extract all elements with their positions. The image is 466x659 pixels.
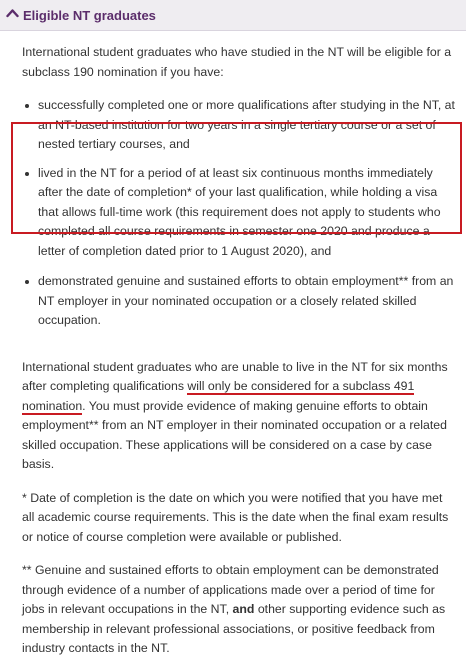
accordion-title: Eligible NT graduates: [23, 8, 156, 23]
intro-paragraph: International student graduates who have studied in the NT will be eligible for a subclass 190 nomination if you have:: [22, 45, 452, 79]
unable-to-live-paragraph: International student graduates who are unable to live in the NT for six months after completing qualifications will only be considered for a subclass 491 nomination. You must provide evidence of making genuine efforts to obtain employment** from an NT employer in their nominated occupation or a related skilled occupation. These applications will be considered on a case by case basis.: [22, 359, 448, 471]
completion-footnote: * Date of completion is the date on which you were notified that you have met all academic course requirements. This is the date when the final exam results or notice of course completion were available or published.: [22, 490, 449, 544]
accordion-content: [22, 43, 458, 659]
highlighted-phrase: will only be considered for a subclass 491 nomination: [22, 379, 415, 413]
criteria-item-qualification: successfully completed one or more qualifications after studying in the NT, at an NT-based institution for two years in a single tertiary course or a set of nested tertiary courses, and: [22, 96, 458, 155]
criteria-item-residence: lived in the NT for a period of at least six continuous months immediately after the date of completion* of your last qualification, while holding a visa that allows full-time work (this requirement does not apply to students who completed all course requirements in semester one 2020 and produce a letter of completion dated prior to 1 August 2020), and: [22, 164, 458, 262]
accordion-header[interactable]: [0, 0, 466, 31]
employment-footnote: ** Genuine and sustained efforts to obtain employment can be demonstrated through evidence of a number of applications made over a period of time for jobs in relevant occupations in the NT, and other supporting evidence such as membership in relevant professional associations, or positive feedback from industry contacts in the NT.: [22, 563, 446, 655]
chevron-up-icon: [6, 8, 19, 18]
criteria-item-employment: demonstrated genuine and sustained efforts to obtain employment** from an NT employer in your nominated occupation or a closely related skilled occupation.: [22, 272, 458, 331]
criteria-list: [22, 96, 458, 331]
